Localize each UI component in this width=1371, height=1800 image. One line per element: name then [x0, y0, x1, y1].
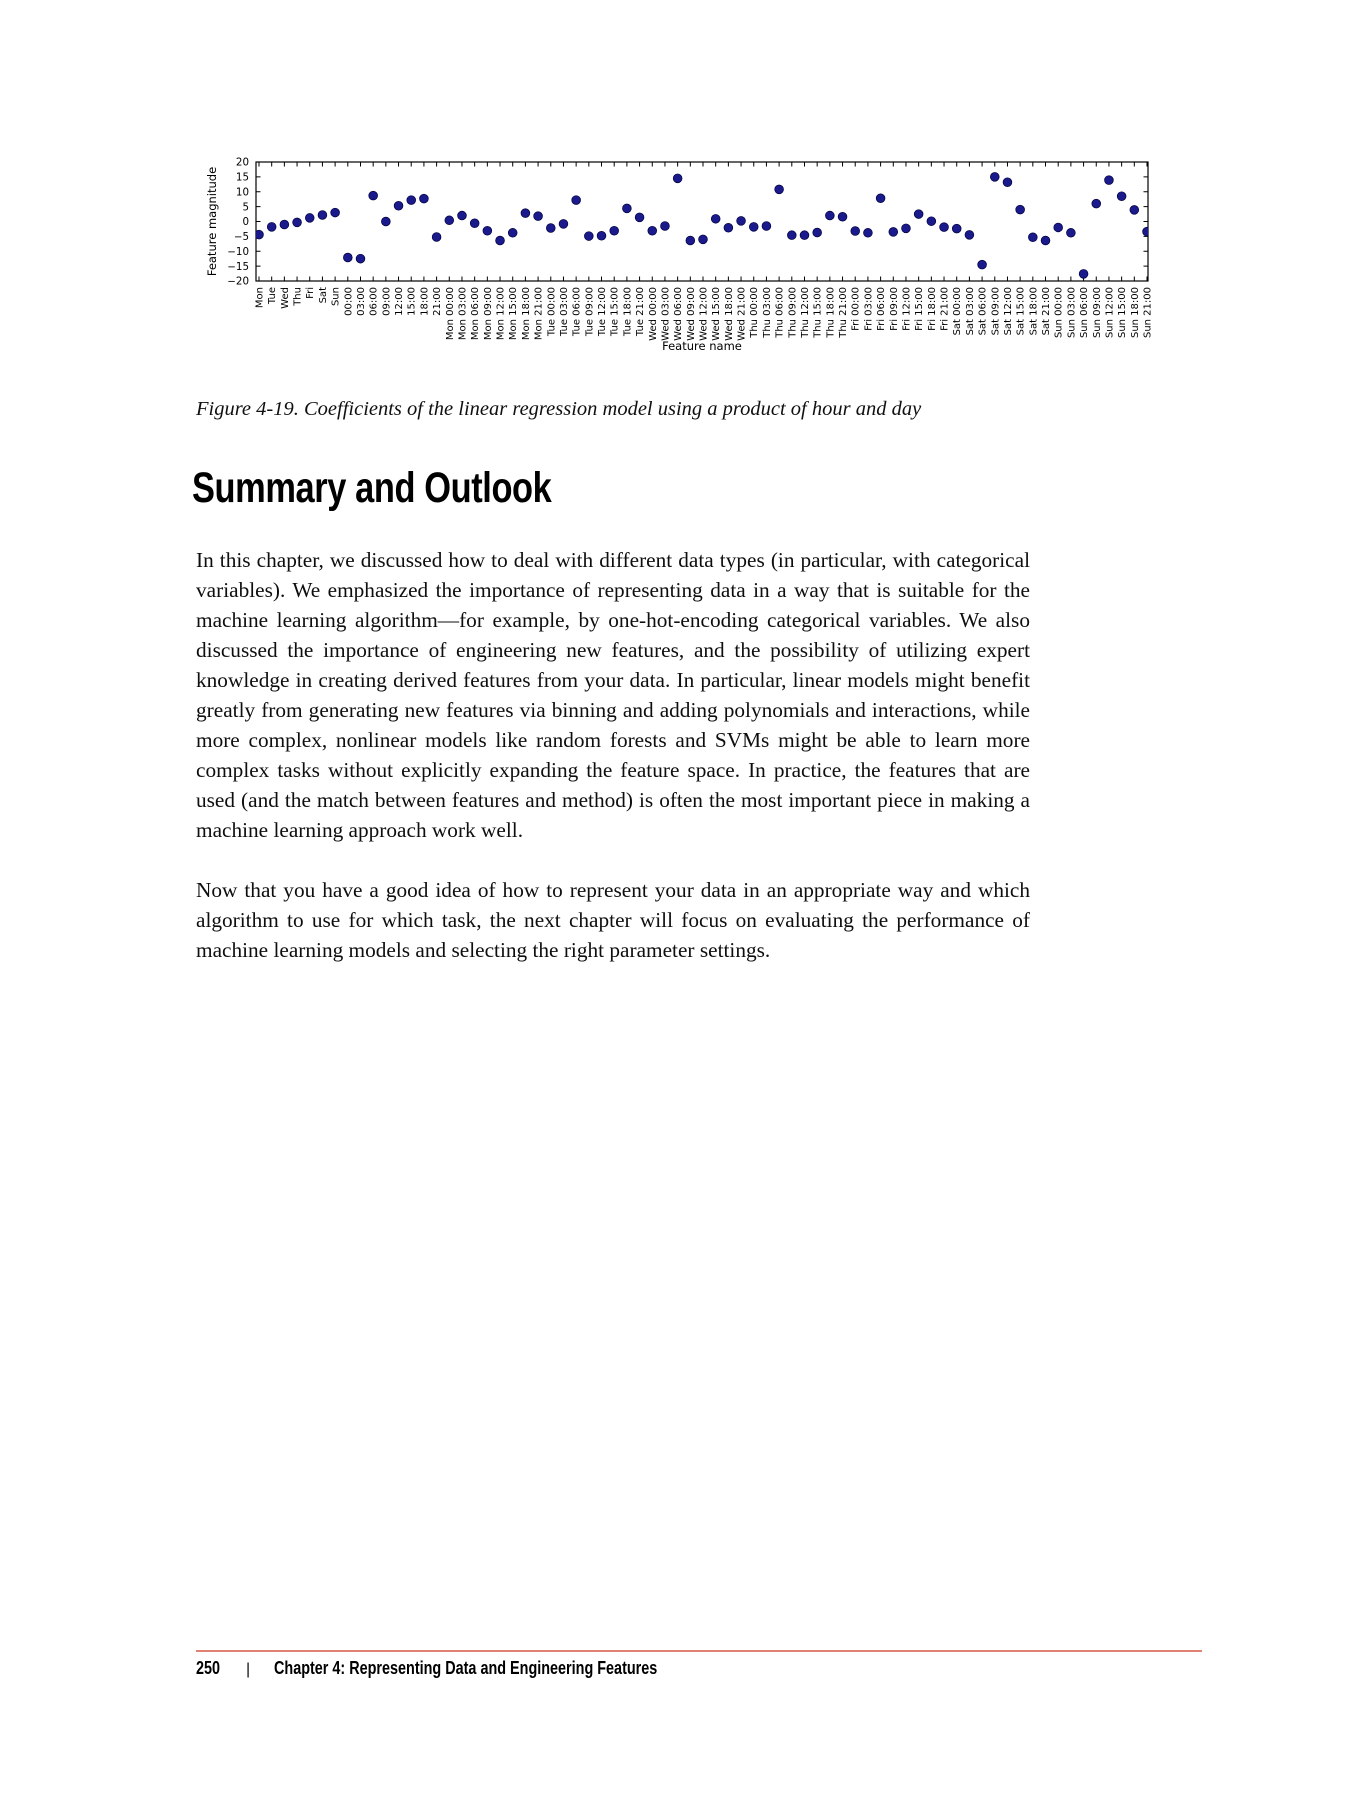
data-point: [496, 236, 505, 245]
svg-text:Mon 09:00: Mon 09:00: [482, 287, 494, 341]
data-point: [838, 212, 847, 221]
svg-text:03:00: 03:00: [355, 287, 367, 316]
data-point: [851, 227, 860, 236]
data-point: [661, 222, 670, 231]
svg-text:−5: −5: [233, 231, 249, 244]
data-point: [1092, 199, 1101, 208]
data-point: [1117, 192, 1126, 201]
section-heading-text: Summary and Outlook: [192, 464, 552, 512]
svg-text:Wed 12:00: Wed 12:00: [698, 287, 710, 341]
footer-separator: |: [246, 1661, 251, 1678]
footer-chapter-title: Chapter 4: Representing Data and Engineering Features: [274, 1658, 658, 1678]
svg-text:0: 0: [242, 216, 249, 229]
data-point: [686, 236, 695, 245]
svg-text:06:00: 06:00: [368, 287, 380, 316]
svg-text:Mon 03:00: Mon 03:00: [457, 287, 469, 341]
data-point: [889, 228, 898, 237]
svg-text:Sun 21:00: Sun 21:00: [1142, 287, 1154, 339]
svg-text:Mon 06:00: Mon 06:00: [470, 287, 482, 341]
data-point: [1066, 228, 1075, 237]
svg-text:18:00: 18:00: [419, 287, 431, 316]
data-point: [343, 253, 352, 262]
svg-text:Sat 06:00: Sat 06:00: [977, 287, 989, 336]
svg-text:Sun 06:00: Sun 06:00: [1079, 287, 1091, 339]
data-point: [876, 194, 885, 203]
svg-text:09:00: 09:00: [381, 287, 393, 316]
svg-text:Wed 03:00: Wed 03:00: [660, 287, 672, 341]
page-footer: [196, 1658, 753, 1679]
data-point: [1016, 205, 1025, 214]
data-point: [483, 226, 492, 235]
svg-text:Thu: Thu: [292, 287, 304, 306]
data-point: [864, 228, 873, 237]
svg-text:Sun: Sun: [330, 287, 342, 307]
data-point: [825, 211, 834, 220]
svg-text:Wed 21:00: Wed 21:00: [736, 287, 748, 341]
data-point: [762, 222, 771, 231]
svg-text:Thu 12:00: Thu 12:00: [799, 287, 811, 338]
svg-text:Thu 18:00: Thu 18:00: [825, 287, 837, 338]
footer-rule: [196, 1650, 1202, 1652]
data-point: [584, 232, 593, 241]
svg-text:Mon 18:00: Mon 18:00: [520, 287, 532, 341]
svg-text:Tue 18:00: Tue 18:00: [622, 287, 634, 337]
data-point: [800, 231, 809, 240]
data-point: [318, 211, 327, 220]
svg-text:Tue 12:00: Tue 12:00: [597, 287, 609, 337]
data-point: [432, 233, 441, 242]
svg-text:Tue 15:00: Tue 15:00: [609, 287, 621, 337]
svg-text:Wed 18:00: Wed 18:00: [723, 287, 735, 341]
data-point: [1143, 227, 1152, 236]
data-point: [381, 217, 390, 226]
data-point: [648, 226, 657, 235]
svg-text:21:00: 21:00: [432, 287, 444, 316]
data-point: [635, 213, 644, 222]
svg-text:Sun 00:00: Sun 00:00: [1053, 287, 1065, 339]
body-text: [196, 545, 1030, 995]
data-point: [1105, 176, 1114, 185]
svg-text:Fri 12:00: Fri 12:00: [901, 287, 913, 331]
svg-text:Sat 09:00: Sat 09:00: [990, 287, 1002, 336]
svg-text:Thu 15:00: Thu 15:00: [812, 287, 824, 338]
data-point: [990, 172, 999, 181]
svg-text:Fri 18:00: Fri 18:00: [926, 287, 938, 331]
data-point: [724, 223, 733, 232]
data-point: [369, 191, 378, 200]
page-number: 250: [196, 1658, 221, 1678]
figure-caption: Figure 4-19. Coefficients of the linear regression model using a product of hour and day: [196, 398, 922, 420]
svg-text:Tue: Tue: [267, 287, 279, 305]
svg-text:15:00: 15:00: [406, 287, 418, 316]
data-point: [1041, 236, 1050, 245]
svg-text:5: 5: [242, 201, 249, 214]
data-point: [1028, 233, 1037, 242]
svg-text:Wed 06:00: Wed 06:00: [673, 287, 685, 341]
data-point: [813, 228, 822, 237]
data-point: [293, 218, 302, 227]
data-point: [952, 224, 961, 233]
svg-text:00:00: 00:00: [343, 287, 355, 316]
svg-text:Fri 00:00: Fri 00:00: [850, 287, 862, 331]
data-point: [902, 224, 911, 233]
svg-text:Wed: Wed: [279, 287, 291, 309]
data-point: [940, 223, 949, 232]
svg-text:Tue 09:00: Tue 09:00: [584, 287, 596, 337]
svg-text:Sat 00:00: Sat 00:00: [952, 287, 964, 336]
data-point: [420, 194, 429, 203]
svg-text:Fri 09:00: Fri 09:00: [888, 287, 900, 331]
svg-text:Wed 00:00: Wed 00:00: [647, 287, 659, 341]
data-point: [965, 230, 974, 239]
svg-text:Fri 06:00: Fri 06:00: [876, 287, 888, 331]
svg-text:12:00: 12:00: [394, 287, 406, 316]
svg-text:Mon 12:00: Mon 12:00: [495, 287, 507, 341]
svg-text:Fri 21:00: Fri 21:00: [939, 287, 951, 331]
data-point: [546, 224, 555, 233]
data-point: [470, 219, 479, 228]
data-point: [927, 217, 936, 226]
data-point: [610, 226, 619, 235]
data-point: [978, 260, 987, 269]
svg-text:Sat 15:00: Sat 15:00: [1015, 287, 1027, 336]
svg-text:Sat: Sat: [317, 287, 329, 304]
svg-text:Thu 06:00: Thu 06:00: [774, 287, 786, 338]
data-point: [508, 228, 517, 237]
svg-text:Sun 09:00: Sun 09:00: [1091, 287, 1103, 339]
svg-text:Tue 00:00: Tue 00:00: [546, 287, 558, 337]
y-axis-label: Feature magnitude: [205, 166, 219, 277]
data-point: [458, 211, 467, 220]
paragraph-2: Now that you have a good idea of how to represent your data in an appropriate way and which algorithm to use for which task, the next chapter will focus on evaluating the performance of machine learning models and selecting the right parameter settings.: [196, 878, 1030, 962]
data-point: [775, 185, 784, 194]
svg-text:20: 20: [235, 156, 249, 169]
data-point: [521, 209, 530, 218]
svg-text:Sun 12:00: Sun 12:00: [1104, 287, 1116, 339]
svg-text:Mon 21:00: Mon 21:00: [533, 287, 545, 341]
svg-text:Thu 21:00: Thu 21:00: [838, 287, 850, 338]
data-point: [737, 217, 746, 226]
svg-text:Sat 03:00: Sat 03:00: [964, 287, 976, 336]
data-point: [305, 214, 314, 223]
data-point: [445, 216, 454, 225]
svg-text:Wed 15:00: Wed 15:00: [711, 287, 723, 341]
svg-text:Sat 12:00: Sat 12:00: [1002, 287, 1014, 336]
svg-text:Sat 18:00: Sat 18:00: [1028, 287, 1040, 336]
svg-text:Mon: Mon: [254, 287, 266, 309]
svg-text:Mon 00:00: Mon 00:00: [444, 287, 456, 341]
svg-text:Sun 15:00: Sun 15:00: [1117, 287, 1129, 339]
svg-text:10: 10: [235, 186, 249, 199]
svg-text:Sat 21:00: Sat 21:00: [1041, 287, 1053, 336]
svg-text:15: 15: [235, 171, 249, 184]
data-point: [356, 254, 365, 263]
data-point: [1003, 178, 1012, 187]
svg-text:Tue 06:00: Tue 06:00: [571, 287, 583, 337]
data-point: [559, 219, 568, 228]
data-point: [597, 231, 606, 240]
data-point: [711, 214, 720, 223]
x-axis-label: Feature name: [662, 339, 742, 353]
svg-text:Sun 18:00: Sun 18:00: [1129, 286, 1141, 339]
data-point: [534, 212, 543, 221]
svg-text:Fri: Fri: [305, 287, 317, 299]
data-point: [572, 196, 581, 205]
data-point: [914, 210, 923, 219]
svg-text:Thu 00:00: Thu 00:00: [749, 287, 761, 338]
svg-text:Wed 09:00: Wed 09:00: [685, 287, 697, 341]
data-point: [331, 208, 340, 217]
data-point: [407, 196, 416, 205]
data-point: [267, 222, 276, 231]
data-point: [1054, 223, 1063, 232]
data-point: [749, 222, 758, 231]
svg-text:−20: −20: [227, 275, 249, 288]
section-heading: [192, 464, 641, 513]
svg-text:Thu 03:00: Thu 03:00: [761, 287, 773, 338]
svg-text:Mon 15:00: Mon 15:00: [508, 287, 520, 341]
svg-text:Sun 03:00: Sun 03:00: [1066, 287, 1078, 339]
svg-text:Fri 03:00: Fri 03:00: [863, 287, 875, 331]
svg-text:Tue 21:00: Tue 21:00: [635, 286, 647, 337]
svg-text:Thu 09:00: Thu 09:00: [787, 287, 799, 338]
svg-text:Tue 03:00: Tue 03:00: [558, 287, 570, 337]
data-point: [622, 204, 631, 213]
data-point: [280, 220, 289, 229]
data-point: [673, 174, 682, 183]
svg-text:Fri 15:00: Fri 15:00: [914, 287, 926, 331]
data-point: [699, 235, 708, 244]
data-point: [1079, 269, 1088, 278]
svg-text:−10: −10: [227, 245, 249, 258]
svg-text:−15: −15: [227, 260, 249, 273]
data-point: [394, 201, 403, 210]
coefficients-scatter-chart: [158, 126, 1168, 366]
paragraph-1: In this chapter, we discussed how to deal with different data types (in particular, with categorical variables). We emphasized the importance of representing data in a way that is suitable for the machine learning algorithm—for example, by one-hot-encoding categorical variables. We also discussed the importance of engineering new features, and the possibility of utilizing expert knowledge in creating derived features from your data. In particular, linear models might benefit greatly from generating new features via binning and adding polynomials and interactions, while more complex, nonlinear models like random forests and SVMs might be able to learn more complex tasks without explicitly expanding the feature space. In practice, the features that are used (and the match between features and method) is often the most important piece in making a machine learning approach work well.: [196, 548, 1030, 842]
data-point: [1130, 205, 1139, 214]
data-point: [787, 231, 796, 240]
